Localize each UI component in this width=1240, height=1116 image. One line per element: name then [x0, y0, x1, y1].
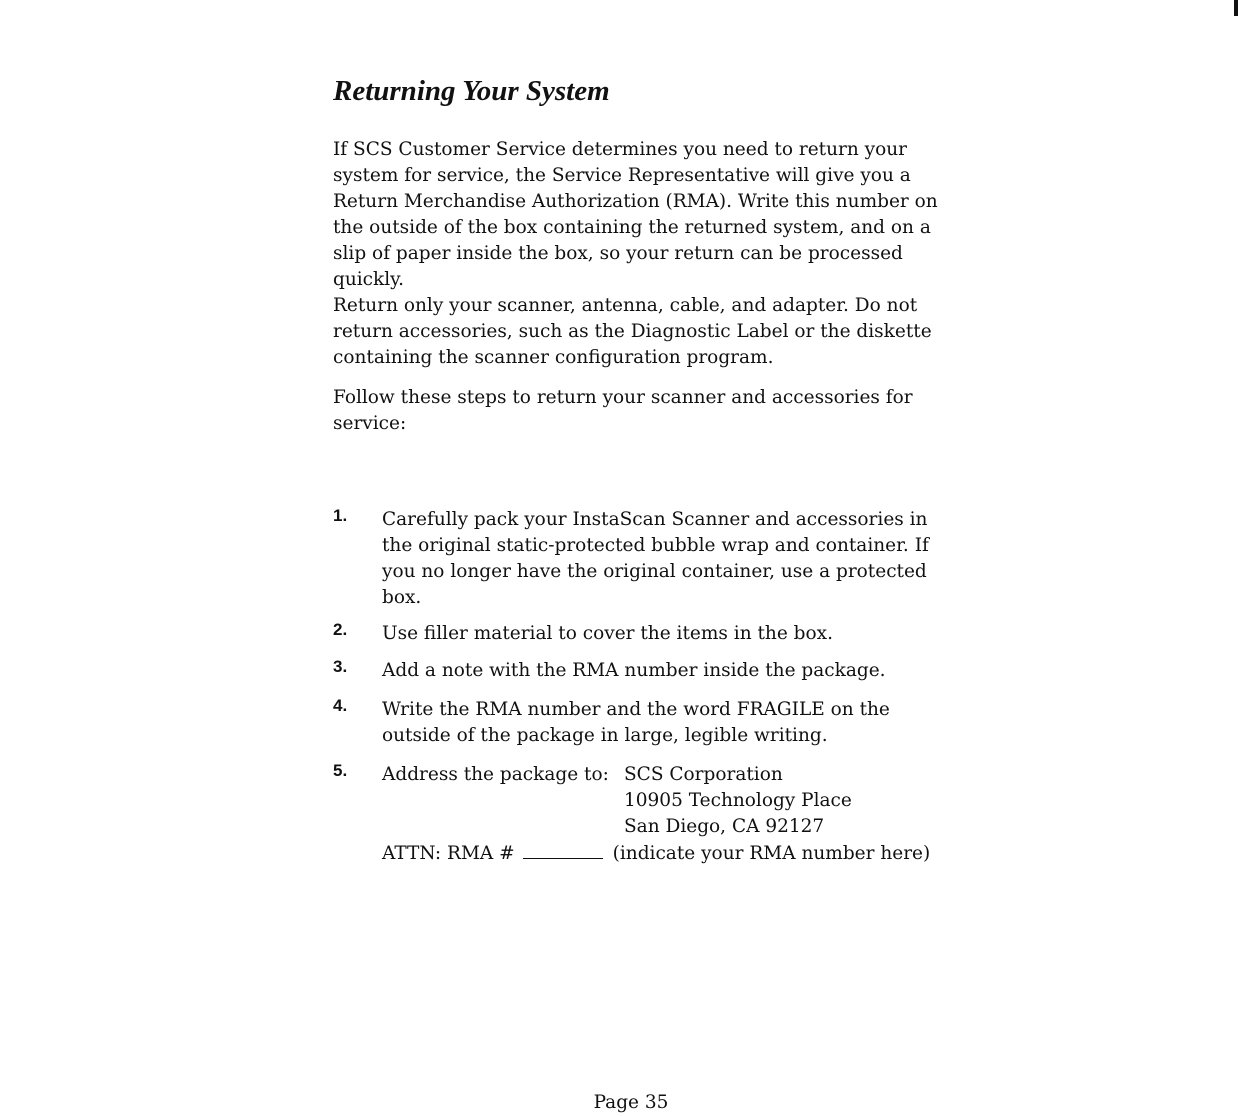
step-number: 2. [333, 620, 348, 639]
step-text: Write the RMA number and the word FRAGILE on the outside of the package in large, legible writing. [382, 699, 890, 746]
page-footer [0, 1090, 1240, 1116]
step-number: 3. [333, 657, 348, 676]
attn-note: (indicate your RMA number here) [612, 843, 931, 864]
address-city: San Diego, CA 92127 [624, 816, 825, 837]
step-number: 5. [333, 761, 348, 780]
address-company: SCS Corporation [624, 764, 783, 785]
step-number: 4. [333, 696, 348, 715]
address-street: 10905 Technology Place [624, 790, 852, 811]
address-label: Address the package to: [382, 764, 609, 785]
step-text: Use filler material to cover the items in the box. [382, 623, 833, 644]
step-text: Carefully pack your InstaScan Scanner and accessories in the original static-protected bubble wrap and container. If you no longer have the original container, use a protected box. [382, 509, 929, 608]
steps-intro-paragraph: Follow these steps to return your scanner and accessories for service: [333, 387, 913, 434]
step-text: Add a note with the RMA number inside the package. [382, 660, 886, 681]
attn-label: ATTN: RMA # [382, 843, 515, 864]
return-items-paragraph: Return only your scanner, antenna, cable, and adapter. Do not return accessories, such as the Diagnostic Label or the diskette containing the scanner configuration program. [333, 295, 932, 368]
page-number: Page 35 [593, 1092, 669, 1113]
page-title: Returning Your System [333, 75, 610, 107]
mailing-address [624, 762, 852, 840]
scan-edge-mark [1234, 0, 1238, 16]
rma-number-blank [523, 840, 603, 859]
step-number: 1. [333, 506, 348, 525]
attn-line [382, 840, 930, 867]
intro-paragraph: If SCS Customer Service determines you need to return your system for service, the Service Representative will give you a Return Merchandise Authorization (RMA). Write this number on the outside of the box containing the returned system, and on a slip of paper inside the box, so your return can be processed quickly. [333, 139, 938, 290]
